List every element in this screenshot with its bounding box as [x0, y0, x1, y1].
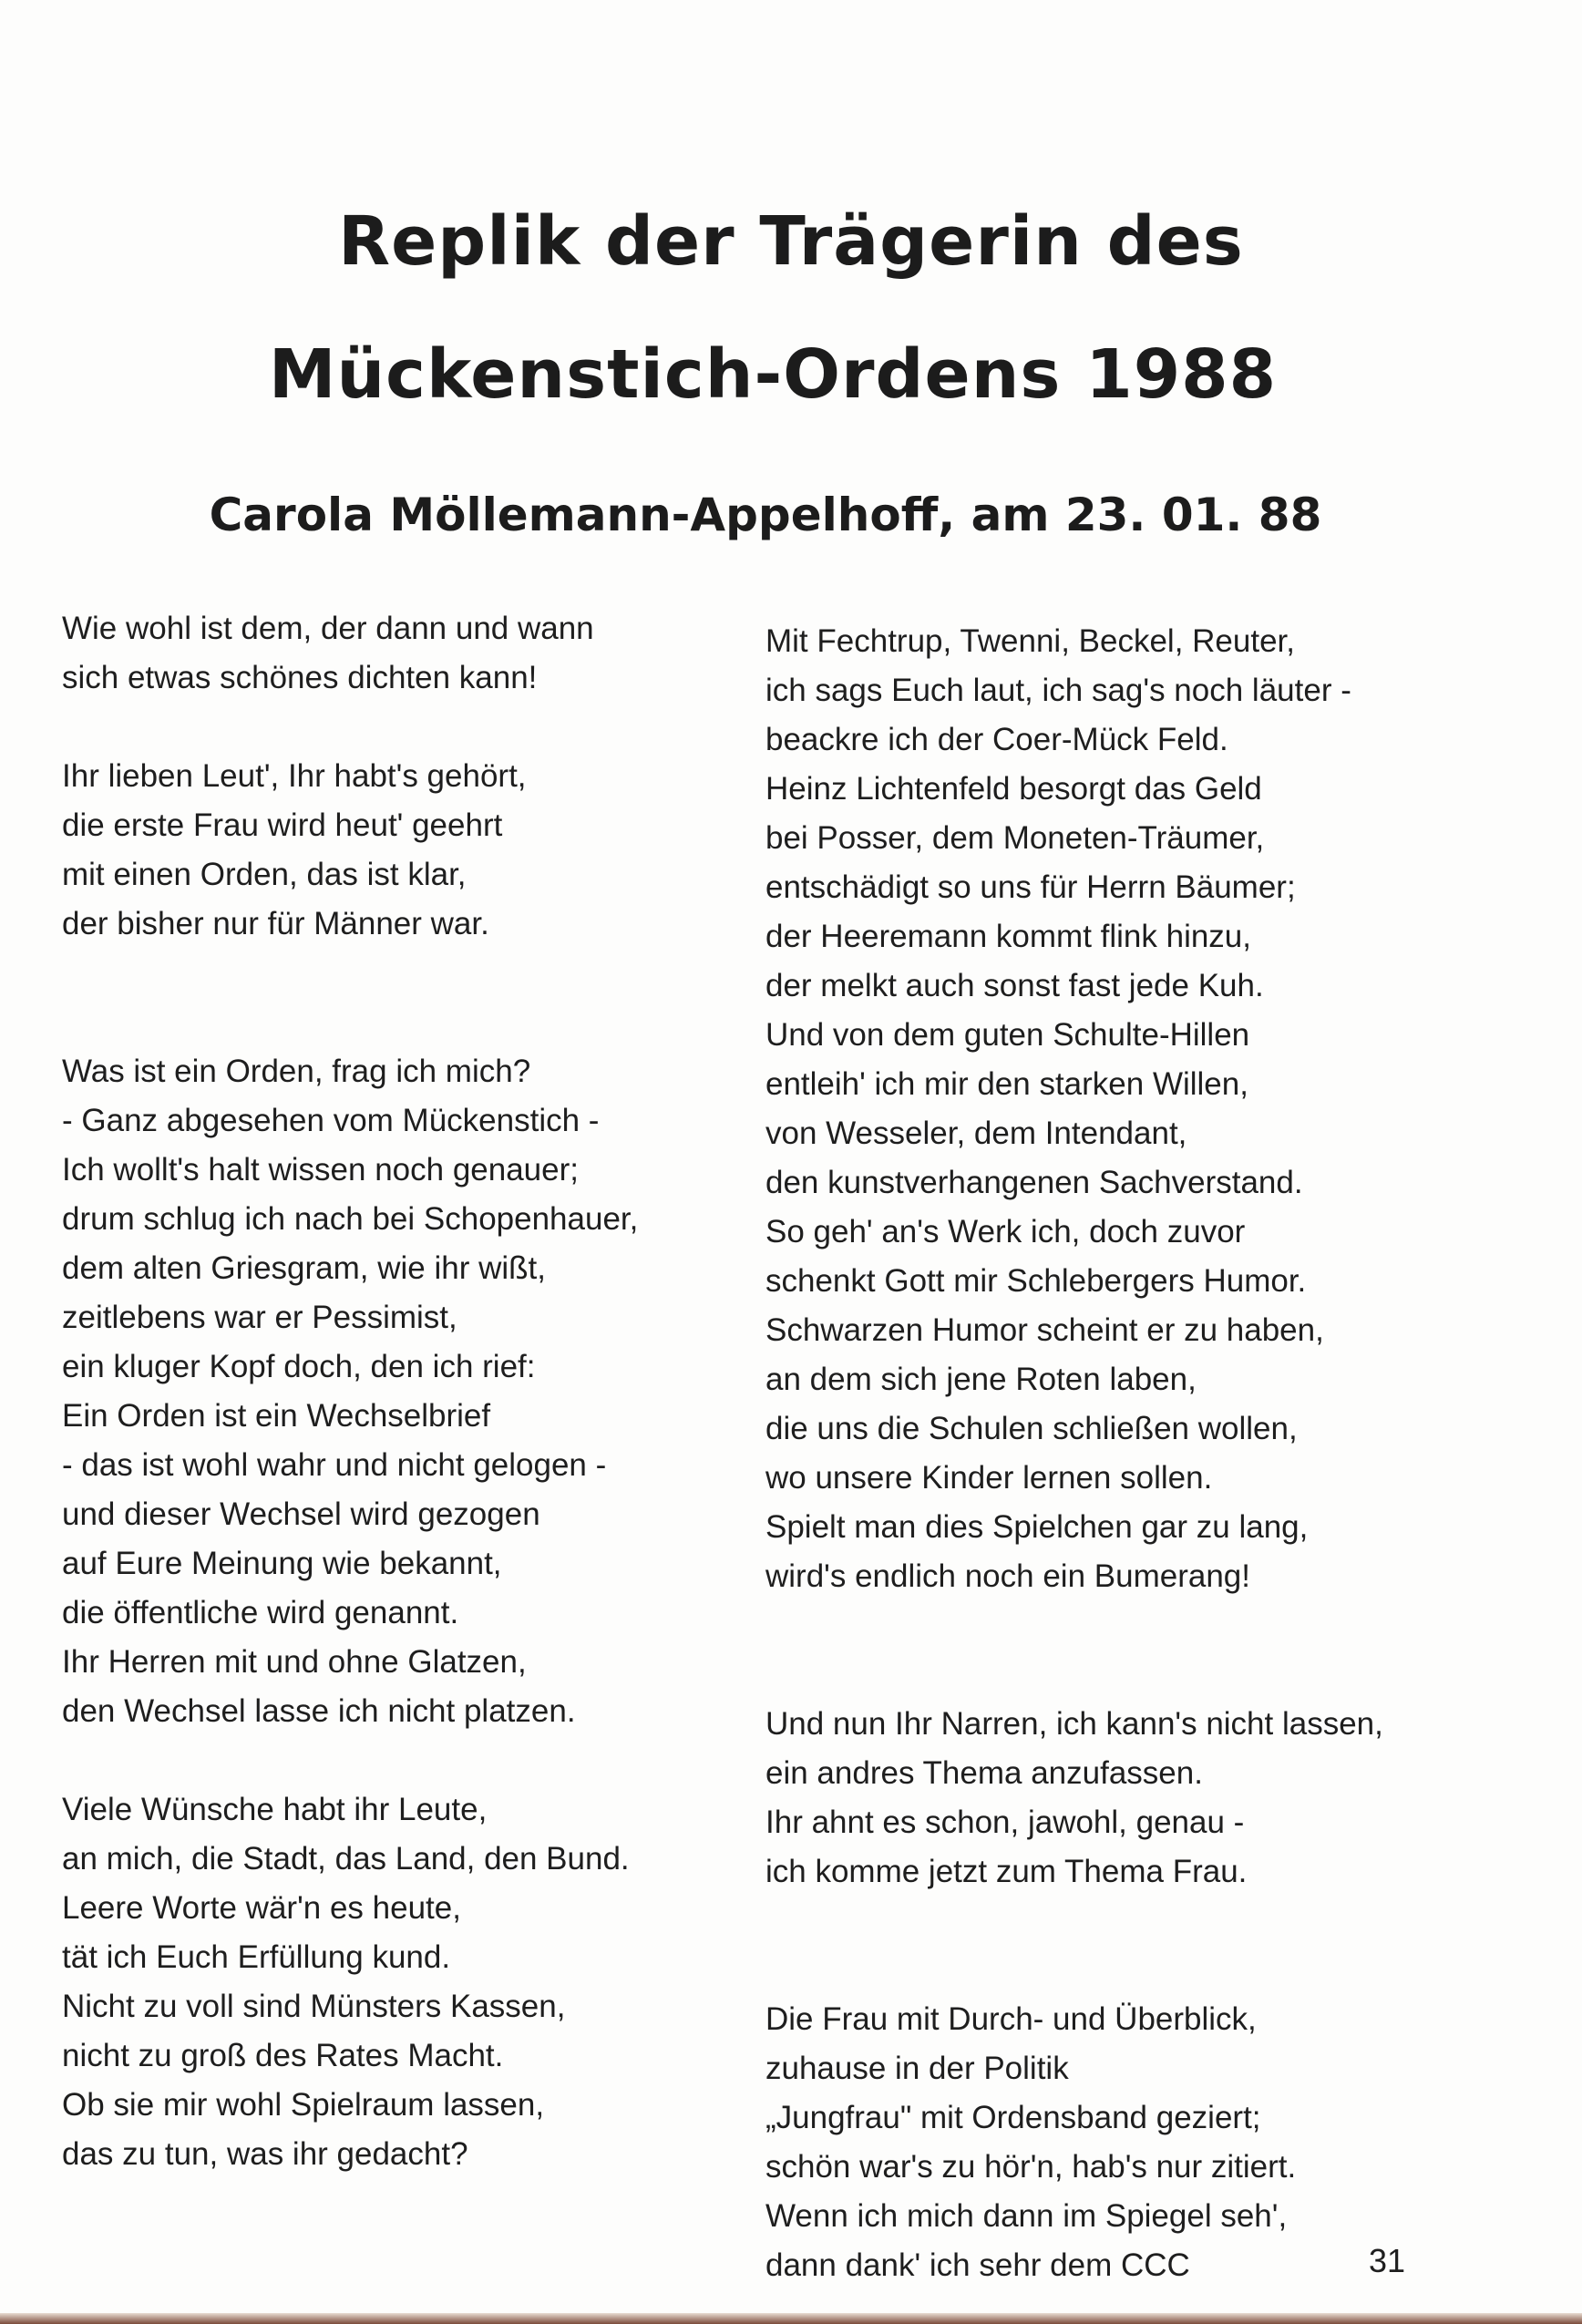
- poem-line: beackre ich der Coer-Mück Feld.: [765, 722, 1228, 757]
- poem-left-column: [62, 604, 773, 2228]
- poem-line: und dieser Wechsel wird gezogen: [62, 1496, 540, 1532]
- poem-line: zeitlebens war er Pessimist,: [62, 1300, 457, 1335]
- author-date-subtitle: Carola Möllemann-Appelhoff, am 23. 01. 88: [209, 488, 1322, 541]
- poem-line: So geh' an's Werk ich, doch zuvor: [765, 1214, 1246, 1249]
- page-number: 31: [1369, 2242, 1406, 2279]
- poem-line: mit einen Orden, das ist klar,: [62, 857, 467, 892]
- poem-line: an dem sich jene Roten laben,: [765, 1362, 1197, 1397]
- poem-line: Schwarzen Humor scheint er zu haben,: [765, 1312, 1324, 1348]
- page-title-line-2: Mückenstich-Ordens 1988: [268, 335, 1278, 414]
- poem-line: das zu tun, was ihr gedacht?: [62, 2136, 468, 2172]
- poem-line: Mit Fechtrup, Twenni, Beckel, Reuter,: [765, 623, 1296, 659]
- stanza: [62, 1047, 773, 1736]
- poem-line: Ihr lieben Leut', Ihr habt's gehört,: [62, 758, 527, 794]
- poem-line: an mich, die Stadt, das Land, den Bund.: [62, 1841, 630, 1877]
- poem-line: Und von dem guten Schulte-Hillen: [765, 1017, 1250, 1053]
- poem-line: nicht zu groß des Rates Macht.: [62, 2038, 504, 2073]
- poem-line: bei Posser, dem Moneten-Träumer,: [765, 820, 1265, 856]
- poem-line: ein andres Thema anzufassen.: [765, 1755, 1203, 1791]
- poem-line: Ihr Herren mit und ohne Glatzen,: [62, 1644, 527, 1680]
- poem-line: zuhause in der Politik: [765, 2051, 1069, 2086]
- poem-line: wo unsere Kinder lernen sollen.: [765, 1460, 1213, 1496]
- stanza: [62, 752, 773, 949]
- poem-line: dann dank' ich sehr dem CCC: [765, 2247, 1190, 2283]
- poem-line: ein kluger Kopf doch, den ich rief:: [62, 1349, 536, 1384]
- poem-line: wird's endlich noch ein Bumerang!: [765, 1558, 1250, 1594]
- poem-line: ich sags Euch laut, ich sag's noch läuter -: [765, 673, 1351, 708]
- poem-line: Was ist ein Orden, frag ich mich?: [62, 1054, 531, 1089]
- poem-line: ich komme jetzt zum Thema Frau.: [765, 1854, 1248, 1889]
- stanza: [62, 604, 773, 703]
- poem-line: - das ist wohl wahr und nicht gelogen -: [62, 1447, 607, 1483]
- poem-line: dem alten Griesgram, wie ihr wißt,: [62, 1250, 546, 1286]
- poem-line: Ein Orden ist ein Wechselbrief: [62, 1398, 491, 1434]
- poem-line: die erste Frau wird heut' geehrt: [62, 807, 503, 843]
- poem-line: - Ganz abgesehen vom Mückenstich -: [62, 1103, 600, 1138]
- poem-line: entschädigt so uns für Herrn Bäumer;: [765, 869, 1296, 905]
- poem-line: die uns die Schulen schließen wollen,: [765, 1411, 1298, 1446]
- stanza: [765, 617, 1476, 1601]
- poem-line: Und nun Ihr Narren, ich kann's nicht lassen,: [765, 1706, 1383, 1742]
- poem-line: Ihr ahnt es schon, jawohl, genau -: [765, 1805, 1245, 1840]
- page-bottom-edge: [0, 2313, 1582, 2324]
- poem-line: von Wesseler, dem Intendant,: [765, 1116, 1187, 1151]
- poem-line: den kunstverhangenen Sachverstand.: [765, 1165, 1303, 1200]
- poem-line: Nicht zu voll sind Münsters Kassen,: [62, 1989, 566, 2024]
- stanza: [765, 1700, 1476, 1897]
- poem-line: schön war's zu hör'n, hab's nur zitiert.: [765, 2149, 1297, 2185]
- poem-line: drum schlug ich nach bei Schopenhauer,: [62, 1201, 639, 1237]
- poem-line: sich etwas schönes dichten kann!: [62, 660, 538, 695]
- poem-line: auf Eure Meinung wie bekannt,: [62, 1546, 502, 1581]
- poem-line: entleih' ich mir den starken Willen,: [765, 1066, 1248, 1102]
- poem-line: schenkt Gott mir Schlebergers Humor.: [765, 1263, 1307, 1299]
- poem-line: Die Frau mit Durch- und Überblick,: [765, 2001, 1257, 2037]
- poem-line: „Jungfrau" mit Ordensband geziert;: [765, 2100, 1261, 2135]
- poem-line: Wie wohl ist dem, der dann und wann: [62, 611, 594, 646]
- poem-line: Spielt man dies Spielchen gar zu lang,: [765, 1509, 1309, 1545]
- poem-line: Wenn ich mich dann im Spiegel seh',: [765, 2198, 1288, 2234]
- poem-line: Viele Wünsche habt ihr Leute,: [62, 1792, 488, 1827]
- poem-line: Ich wollt's halt wissen noch genauer;: [62, 1152, 579, 1188]
- page-title-line-1: Replik der Trägerin des: [338, 202, 1244, 281]
- poem-right-column: [765, 617, 1476, 2324]
- poem-line: der Heeremann kommt flink hinzu,: [765, 919, 1251, 954]
- poem-line: Leere Worte wär'n es heute,: [62, 1890, 461, 1926]
- poem-line: der melkt auch sonst fast jede Kuh.: [765, 968, 1264, 1003]
- poem-line: Heinz Lichtenfeld besorgt das Geld: [765, 771, 1262, 807]
- poem-line: Ob sie mir wohl Spielraum lassen,: [62, 2087, 545, 2123]
- poem-line: die öffentliche wird genannt.: [62, 1595, 459, 1630]
- poem-line: tät ich Euch Erfüllung kund.: [62, 1939, 451, 1975]
- poem-line: der bisher nur für Männer war.: [62, 906, 489, 941]
- stanza: [62, 1785, 773, 2179]
- poem-line: den Wechsel lasse ich nicht platzen.: [62, 1693, 576, 1729]
